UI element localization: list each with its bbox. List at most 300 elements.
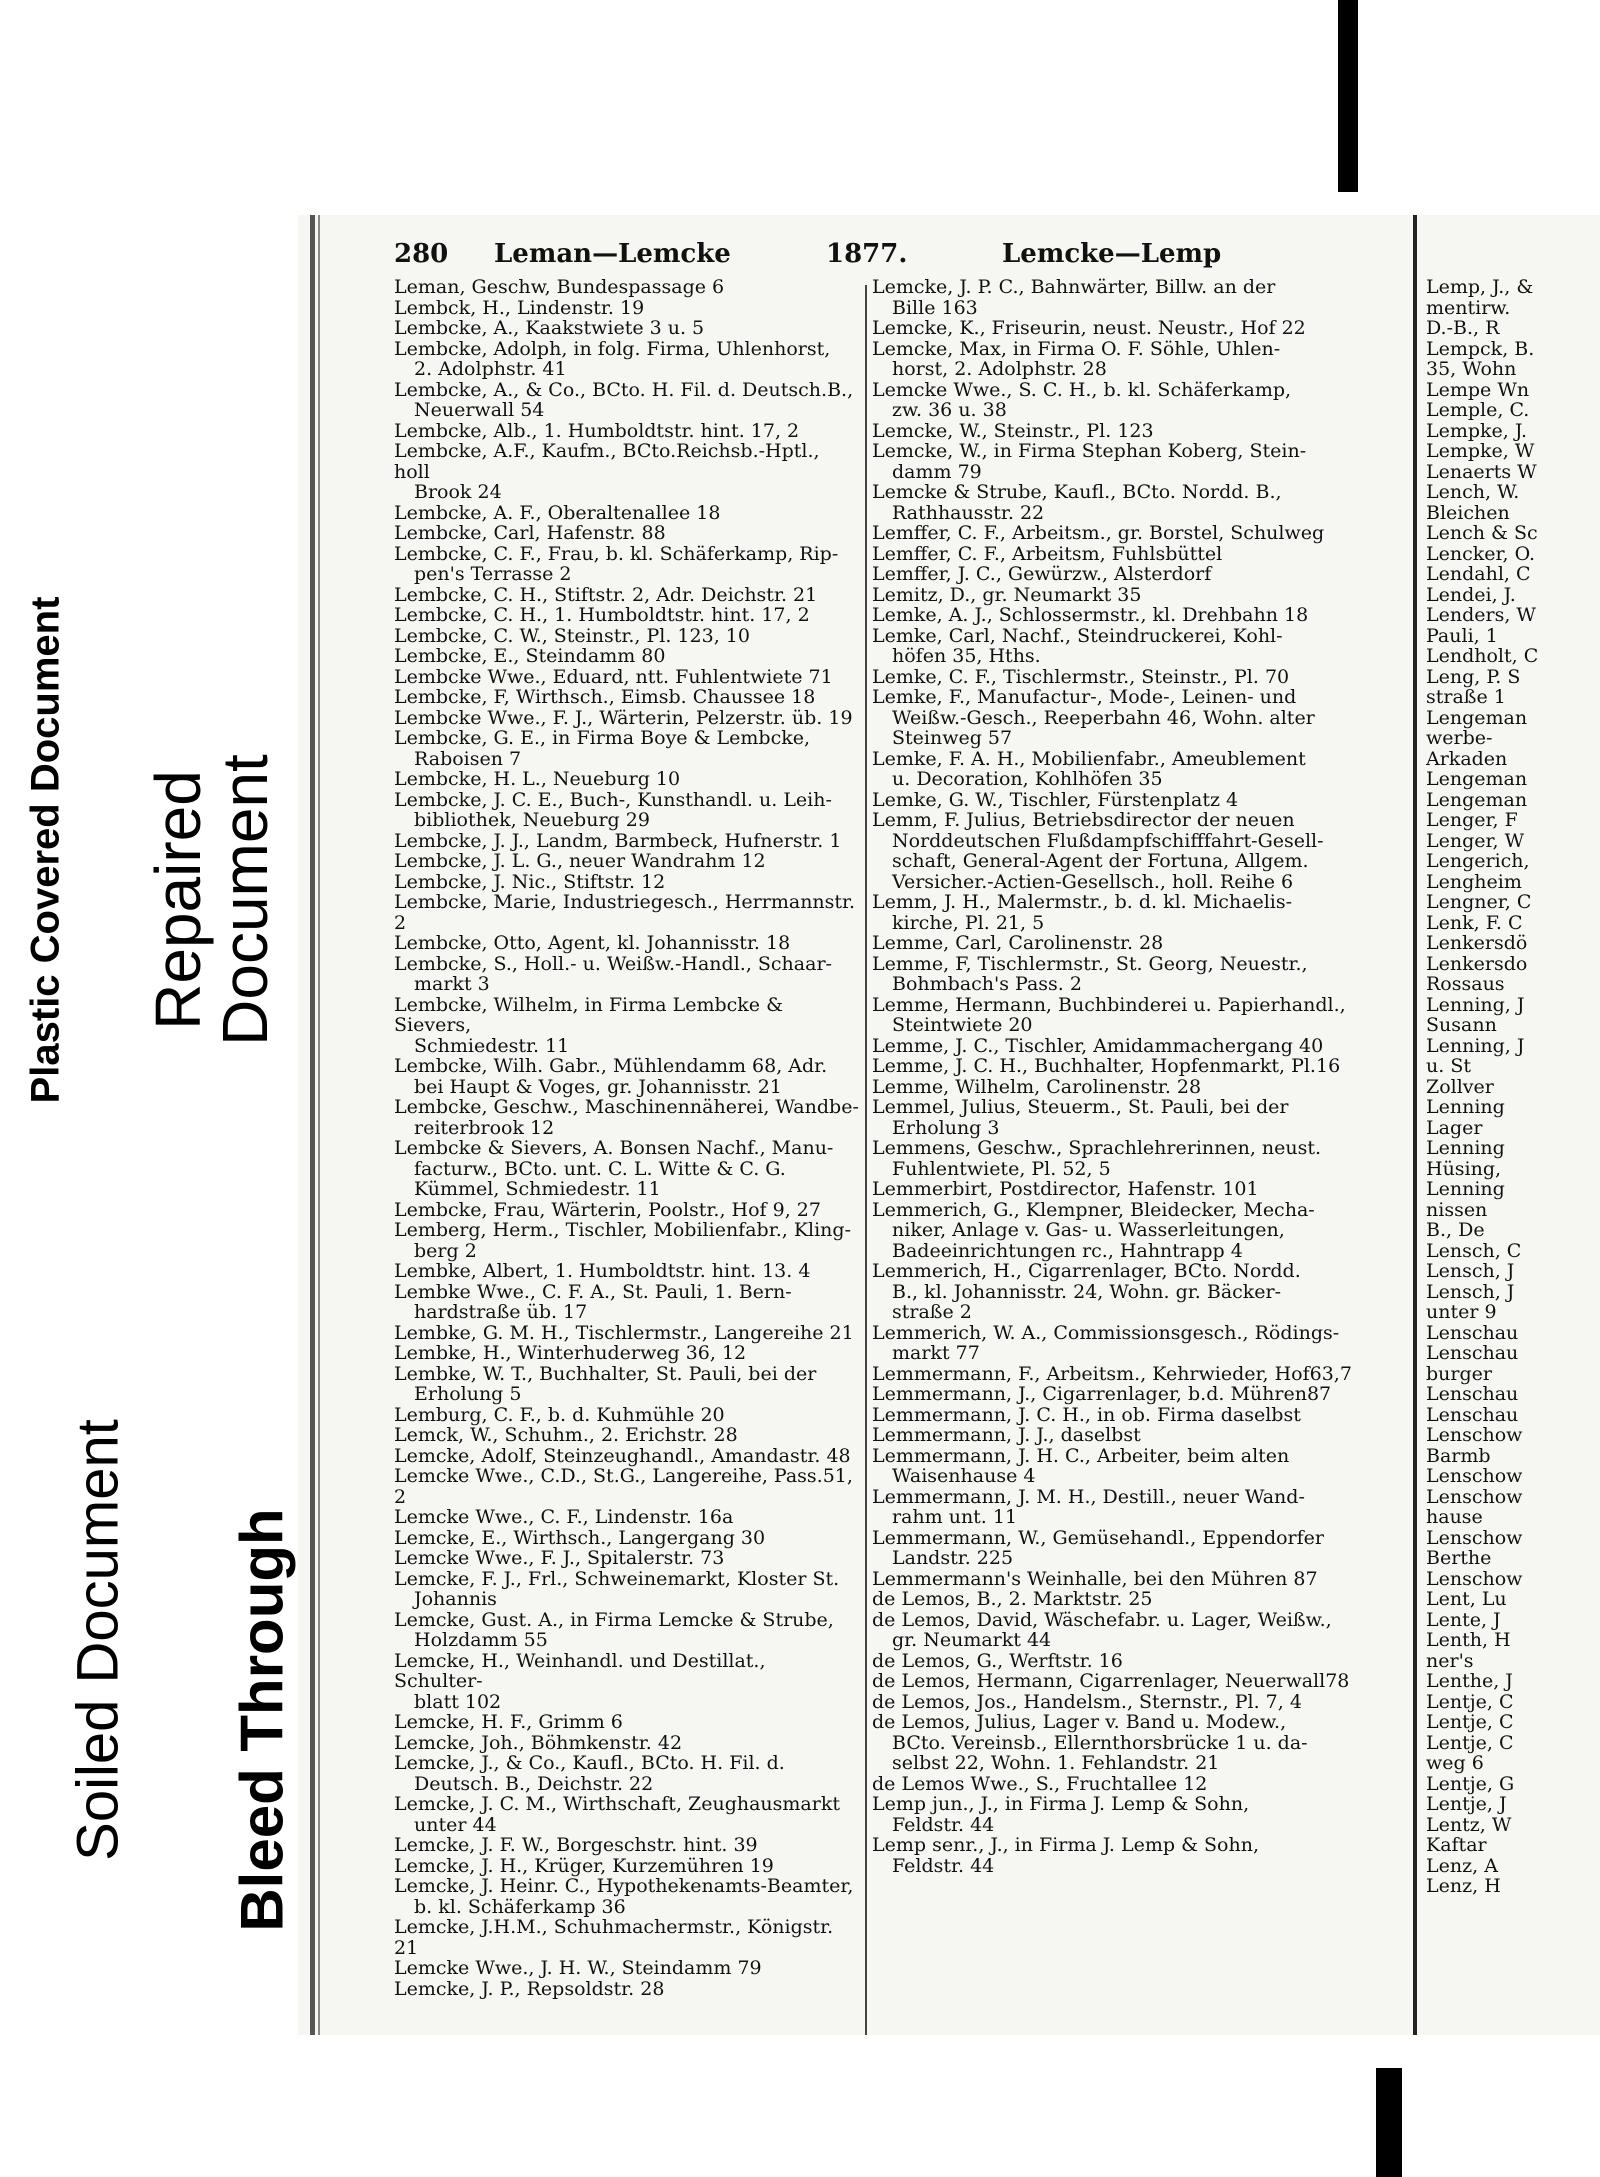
directory-entry <box>394 1282 860 1323</box>
entry-line: Lembcke, C. W., Steinstr., Pl. 123, 10 <box>394 624 750 647</box>
entry-line: Lembke Wwe., C. F. A., St. Pauli, 1. Bern- <box>394 1280 792 1303</box>
entry-continuation: markt 77 <box>892 1342 980 1364</box>
entry-line: Lembcke, Adolph, in folg. Firma, Uhlenhorst, <box>394 337 831 360</box>
repaired-label-line2: Document <box>209 754 281 1046</box>
directory-entry <box>394 441 860 503</box>
directory-entry <box>394 995 860 1057</box>
entry-continuation: Feldstr. 44 <box>892 1813 995 1836</box>
entry-line: Lemme, Carl, Carolinenstr. 28 <box>872 932 1164 954</box>
directory-entry <box>394 831 860 852</box>
entry-line: de Lemos, Jos., Handelsm., Sternstr., Pl. 7, 4 <box>872 1690 1302 1713</box>
entry-line: Lemm, J. H., Malermstr., b. d. kl. Michaelis- <box>872 891 1293 913</box>
cropped-entry-fragment: Arkaden <box>1426 747 1508 770</box>
entry-continuation: gr. Neumarkt 44 <box>892 1629 1052 1651</box>
cropped-entry-fragment: Lendei, J. <box>1426 583 1516 606</box>
cropped-entry-fragment: Lenschow <box>1426 1526 1523 1549</box>
directory-entry <box>394 503 860 524</box>
entry-line: Lemmermann, J. M. H., Destill., neuer Wand- <box>872 1485 1305 1508</box>
cropped-entry-fragment: Lenders, W <box>1426 604 1536 626</box>
entry-line: Lembcke, Frau, Wärterin, Poolstr., Hof 9, 27 <box>394 1198 821 1221</box>
cropped-entry-fragment: Lempck, B. <box>1426 337 1535 360</box>
directory-entry <box>872 1446 1396 1487</box>
entry-line: de Lemos, G., Werftstr. 16 <box>872 1649 1123 1672</box>
cropped-entry-fragment: Zollver <box>1426 1075 1494 1098</box>
cropped-entry-fragment: Lager <box>1426 1116 1483 1139</box>
cropped-entry-fragment: Lentje, C <box>1426 1731 1514 1754</box>
entry-line: Lemmerbirt, Postdirector, Hafenstr. 101 <box>872 1178 1259 1200</box>
entry-line: Lembcke, Otto, Agent, kl. Johannisstr. 18 <box>394 932 791 954</box>
entry-continuation: Steintwiete 20 <box>892 1014 1033 1036</box>
entry-continuation: u. Decoration, Kohlhöfen 35 <box>892 768 1163 790</box>
entry-continuation: Raboisen 7 <box>414 747 522 770</box>
directory-entry <box>394 1733 860 1754</box>
cropped-entry-fragment: Lenschau <box>1426 1403 1519 1426</box>
entry-line: Lemcke Wwe., J. H. W., Steindamm 79 <box>394 1957 762 1979</box>
cropped-entry-fragment: Lendahl, C <box>1426 563 1531 585</box>
entry-continuation: Holzdamm 55 <box>414 1629 548 1651</box>
entry-line: Lemcke, W., in Firma Stephan Koberg, Stein- <box>872 440 1307 462</box>
cropped-entry-fragment: u. St <box>1426 1055 1471 1077</box>
entry-line: Lemcke, J. P. C., Bahnwärter, Billw. an der <box>872 276 1276 298</box>
directory-entry <box>872 277 1396 318</box>
entry-line: Lembke, W. T., Buchhalter, St. Pauli, bei der <box>394 1362 817 1385</box>
directory-entry <box>872 1138 1396 1179</box>
directory-entry <box>394 1056 860 1097</box>
entry-line: Lemmermann, J. C. H., in ob. Firma daselbst <box>872 1403 1301 1426</box>
page-gutter <box>1413 215 1417 2035</box>
entry-line: Lembke, G. M. H., Tischlermstr., Langereihe 21 <box>394 1321 854 1344</box>
entry-line: Lemffer, C. F., Arbeitsm., gr. Borstel, Schulweg <box>872 522 1325 544</box>
entry-line: Lembcke, A., & Co., BCto. H. Fil. d. Deutsch.B., <box>394 378 854 401</box>
directory-entry <box>394 1220 860 1261</box>
directory-entry <box>872 380 1396 421</box>
directory-entry <box>394 1528 860 1549</box>
directory-entry <box>872 1077 1396 1098</box>
entry-continuation: rahm unt. 11 <box>892 1506 1018 1528</box>
directory-entry <box>394 1323 860 1344</box>
entry-continuation: Deutsch. B., Deichstr. 22 <box>414 1772 654 1795</box>
cropped-entry-fragment: Lentje, G <box>1426 1772 1515 1795</box>
entry-line: Lemm, F. Julius, Betriebsdirector der neuen <box>872 809 1295 831</box>
entry-line: de Lemos Wwe., S., Fruchtallee 12 <box>872 1772 1208 1795</box>
cropped-entry-fragment: Lenning, J <box>1426 993 1525 1016</box>
directory-entry <box>394 1138 860 1200</box>
entry-continuation: markt 3 <box>414 973 490 995</box>
directory-entry <box>872 1384 1396 1405</box>
cropped-entry-fragment: hause <box>1426 1506 1483 1528</box>
directory-entry <box>394 1343 860 1364</box>
directory-entry <box>394 1917 860 1958</box>
top-black-bar <box>1338 0 1358 192</box>
cropped-entry-fragment: Bleichen <box>1426 501 1510 524</box>
header-left-range: Leman—Lemcke <box>494 239 731 269</box>
cropped-entry-fragment: Lench, W. <box>1426 481 1520 503</box>
entry-continuation: blatt 102 <box>414 1690 502 1713</box>
cropped-entry-fragment: Leng, P. S <box>1426 665 1521 688</box>
cropped-entry-fragment: Lenkersdö <box>1426 932 1528 954</box>
soiled-document-label: Soiled Document <box>65 1419 131 1861</box>
cropped-entry-fragment: Berthe <box>1426 1547 1492 1569</box>
directory-entry <box>872 810 1396 892</box>
entry-line: Lemke, C. F., Tischlermstr., Steinstr., Pl. 70 <box>872 665 1290 688</box>
entry-line: Lemcke, J. H., Krüger, Kurzemühren 19 <box>394 1854 774 1877</box>
cropped-entry-fragment: ner's <box>1426 1649 1474 1672</box>
directory-entry <box>872 1589 1396 1610</box>
directory-entry <box>394 421 860 442</box>
cropped-entry-fragment: Lensch, J <box>1426 1260 1515 1282</box>
cropped-entry-fragment: Lempke, W <box>1426 440 1535 462</box>
directory-entry <box>394 1651 860 1713</box>
cropped-entry-fragment: Lenaerts W <box>1426 460 1537 483</box>
cropped-entry-fragment: Lenschau <box>1426 1342 1519 1364</box>
directory-entry <box>394 1794 860 1835</box>
entry-continuation: hardstraße üb. 17 <box>414 1301 588 1323</box>
entry-line: de Lemos, Hermann, Cigarrenlager, Neuerwall78 <box>872 1670 1350 1692</box>
entry-line: Lembcke, E., Steindamm 80 <box>394 645 666 667</box>
cropped-entry-fragment: Lenschow <box>1426 1465 1523 1487</box>
directory-entry <box>872 1794 1396 1835</box>
directory-entry <box>872 1528 1396 1569</box>
directory-entry <box>872 1569 1396 1590</box>
directory-entry <box>872 482 1396 523</box>
directory-entry <box>872 318 1396 339</box>
cropped-entry-fragment: Lentje, C <box>1426 1711 1514 1733</box>
plastic-covered-label: Plastic Covered Document <box>23 596 68 1104</box>
directory-entry <box>394 1569 860 1610</box>
directory-entry <box>872 790 1396 811</box>
entry-line: Lembcke, C. H., Stiftstr. 2, Adr. Deichstr. 21 <box>394 583 818 606</box>
entry-line: Lemke, G. W., Tischler, Fürstenplatz 4 <box>872 788 1239 811</box>
entry-line: Lemmerich, H., Cigarrenlager, BCto. Nordd. <box>872 1260 1301 1282</box>
entry-line: Lemcke, H., Weinhandl. und Destillat., Schulter- <box>394 1649 766 1692</box>
directory-entry <box>872 1712 1396 1774</box>
directory-entry <box>394 585 860 606</box>
entry-line: Lemberg, Herm., Tischler, Mobilienfabr., Kling- <box>394 1219 851 1241</box>
entry-continuation: Kümmel, Schmiedestr. 11 <box>414 1178 661 1200</box>
cropped-entry-fragment: burger <box>1426 1362 1492 1385</box>
directory-entry <box>394 851 860 872</box>
entry-line: Lembcke, H. L., Neueburg 10 <box>394 768 681 790</box>
directory-column-cropped <box>1426 277 1600 1897</box>
entry-line: Lemcke, J. Heinr. C., Hypothekenamts-Beamter, <box>394 1875 854 1897</box>
directory-entry <box>394 1261 860 1282</box>
entry-line: Lemcke, Adolf, Steinzeughandl., Amandastr. 48 <box>394 1444 851 1467</box>
cropped-entry-fragment: Lenschau <box>1426 1383 1519 1405</box>
cropped-entry-fragment: Lemp, J., & <box>1426 277 1534 298</box>
directory-entry <box>394 687 860 708</box>
directory-entry <box>872 933 1396 954</box>
directory-entry <box>872 1056 1396 1077</box>
bottom-black-bar <box>1376 2068 1402 2177</box>
page-number: 280 <box>394 239 449 269</box>
entry-continuation: niker, Anlage v. Gas- u. Wasserleitungen, <box>892 1219 1285 1241</box>
entry-line: Lembcke, J. J., Landm, Barmbeck, Hufnerstr. 1 <box>394 829 842 852</box>
directory-entry <box>872 1835 1396 1876</box>
entry-line: Lemcke, Gust. A., in Firma Lemcke & Strube, <box>394 1608 834 1631</box>
directory-entry <box>872 441 1396 482</box>
directory-entry <box>394 1753 860 1794</box>
cropped-entry-fragment: Lenk, F. C <box>1426 911 1523 934</box>
directory-entry <box>394 380 860 421</box>
entry-line: Lembcke, F, Wirthsch., Eimsb. Chaussee 18 <box>394 686 816 708</box>
entry-continuation: Fuhlentwiete, Pl. 52, 5 <box>892 1157 1111 1180</box>
directory-entry <box>872 954 1396 995</box>
entry-line: Lembcke, Alb., 1. Humboldtstr. hint. 17, 2 <box>394 419 800 442</box>
directory-entry <box>872 1425 1396 1446</box>
entry-continuation: b. kl. Schäferkamp 36 <box>414 1895 626 1918</box>
page-edge-line-inner <box>318 215 320 2035</box>
cropped-entry-fragment: Lentje, J <box>1426 1793 1507 1815</box>
entry-line: Lemck, W., Schuhm., 2. Erichstr. 28 <box>394 1424 738 1446</box>
entry-line: Lemcke, J. C. M., Wirthschaft, Zeughausmarkt <box>394 1793 840 1815</box>
entry-continuation: Landstr. 225 <box>892 1547 1014 1569</box>
entry-line: Lemme, Wilhelm, Carolinenstr. 28 <box>872 1075 1202 1098</box>
entry-line: Lemcke, J.H.M., Schuhmachermstr., Königstr. 21 <box>394 1916 834 1959</box>
entry-line: Lembcke, Marie, Industriegesch., Herrmannstr. 2 <box>394 891 856 934</box>
cropped-entry-fragment: Lenschow <box>1426 1567 1523 1590</box>
entry-line: Lemmermann, J., Cigarrenlager, b.d. Mühren87 <box>872 1383 1332 1405</box>
entry-line: Lemffer, J. C., Gewürzw., Alsterdorf <box>872 563 1212 585</box>
directory-entry <box>394 298 860 319</box>
entry-continuation: Neuerwall 54 <box>414 399 545 421</box>
entry-line: de Lemos, Julius, Lager v. Band u. Modew., <box>872 1711 1287 1733</box>
entry-line: Lemcke, E., Wirthsch., Langergang 30 <box>394 1526 766 1549</box>
scanned-page <box>298 215 1600 2035</box>
entry-continuation: höfen 35, Hths. <box>892 645 1041 667</box>
entry-line: Lemme, F, Tischlermstr., St. Georg, Neuestr., <box>872 952 1308 975</box>
directory-entry <box>872 605 1396 626</box>
cropped-entry-fragment: mentirw. <box>1426 296 1511 319</box>
entry-line: Lemke, F., Manufactur-, Mode-, Leinen- und <box>872 686 1297 708</box>
directory-entry <box>394 1425 860 1446</box>
cropped-entry-fragment: werbe- <box>1426 727 1493 749</box>
directory-entry <box>394 277 860 298</box>
entry-line: Lembke, H., Winterhuderweg 36, 12 <box>394 1342 747 1364</box>
directory-entry <box>394 605 860 626</box>
entry-line: Lembcke, Wilh. Gabr., Mühlendamm 68, Adr. <box>394 1055 828 1077</box>
entry-line: Lemcke & Strube, Kaufl., BCto. Nordd. B., <box>872 481 1282 503</box>
entry-line: Leman, Geschw, Bundespassage 6 <box>394 276 725 298</box>
header-year: 1877. <box>826 239 908 269</box>
directory-entry <box>394 954 860 995</box>
entry-continuation: Badeeinrichtungen rc., Hahntrapp 4 <box>892 1239 1243 1262</box>
entry-line: Lembcke, J. Nic., Stiftstr. 12 <box>394 870 666 893</box>
entry-continuation: Johannis <box>414 1588 497 1610</box>
directory-entry <box>394 728 860 769</box>
entry-line: Lembcke, A. F., Oberaltenallee 18 <box>394 501 721 524</box>
cropped-entry-fragment: Lenning <box>1426 1137 1505 1159</box>
entry-line: Lembcke, G. E., in Firma Boye & Lembcke, <box>394 727 811 749</box>
cropped-entry-fragment: Lench & Sc <box>1426 522 1538 544</box>
cropped-entry-fragment: Lengeman <box>1426 706 1528 729</box>
directory-entry <box>394 544 860 585</box>
directory-entry <box>872 1774 1396 1795</box>
entry-line: Lemcke, J., & Co., Kaufl., BCto. H. Fil. d. <box>394 1752 785 1774</box>
entry-continuation: reiterbrook 12 <box>414 1116 555 1139</box>
entry-line: Lemmermann, F., Arbeitsm., Kehrwieder, Hof63,7 <box>872 1362 1352 1385</box>
directory-entry <box>872 585 1396 606</box>
directory-entry <box>872 1405 1396 1426</box>
entry-line: Lemme, Hermann, Buchbinderei u. Papierhandl., <box>872 993 1346 1016</box>
cropped-entry-fragment: D.-B., R <box>1426 317 1500 339</box>
directory-entry <box>872 339 1396 380</box>
entry-line: Lembcke, C. F., Frau, b. kl. Schäferkamp, Rip- <box>394 542 839 565</box>
entry-line: Lemmermann's Weinhalle, bei den Mühren 87 <box>872 1567 1318 1590</box>
directory-entry <box>872 1610 1396 1651</box>
column-separator <box>865 285 867 2035</box>
directory-entry <box>394 1712 860 1733</box>
entry-continuation: 2. Adolphstr. 41 <box>414 358 567 380</box>
cropped-entry-fragment: Lempke, J. <box>1426 419 1528 442</box>
cropped-entry-fragment: Lenning, J <box>1426 1034 1525 1057</box>
cropped-entry-fragment: Lenz, H <box>1426 1875 1501 1897</box>
cropped-entry-fragment: Lenthe, J <box>1426 1670 1513 1692</box>
entry-line: Lembcke, A., Kaakstwiete 3 u. 5 <box>394 317 705 339</box>
running-head <box>394 239 1394 279</box>
entry-line: Lemcke, H. F., Grimm 6 <box>394 1711 623 1733</box>
cropped-entry-fragment: Lenger, W <box>1426 829 1525 852</box>
entry-line: Lemmermann, J. J., daselbst <box>872 1424 1141 1446</box>
entry-line: Lembcke, Geschw., Maschinennäherei, Wandbe- <box>394 1096 859 1118</box>
directory-entry <box>872 626 1396 667</box>
directory-entry <box>872 544 1396 565</box>
cropped-entry-fragment: Lemple, C. <box>1426 399 1530 421</box>
cropped-entry-fragment: Lenning <box>1426 1178 1505 1200</box>
cropped-entry-fragment: Lenning <box>1426 1096 1505 1118</box>
entry-line: Lemcke, J. P., Repsoldstr. 28 <box>394 1977 665 2000</box>
entry-line: Lemcke Wwe., F. J., Spitalerstr. 73 <box>394 1547 725 1569</box>
entry-line: Lemcke Wwe., C. F., Lindenstr. 16a <box>394 1506 734 1528</box>
entry-continuation: facturw., BCto. unt. C. L. Witte & C. G. <box>414 1157 786 1180</box>
directory-entry <box>394 1876 860 1917</box>
entry-line: Lemcke, J. F. W., Borgeschstr. hint. 39 <box>394 1834 758 1856</box>
directory-entry <box>872 1097 1396 1138</box>
cropped-entry-fragment: unter 9 <box>1426 1301 1497 1323</box>
cropped-entry-fragment: Lentje, C <box>1426 1690 1514 1713</box>
entry-continuation: bei Haupt & Voges, gr. Johannisstr. 21 <box>414 1075 782 1098</box>
entry-line: Lembcke, J. L. G., neuer Wandrahm 12 <box>394 850 766 872</box>
entry-line: Lemitz, D., gr. Neumarkt 35 <box>872 583 1142 606</box>
entry-continuation: Erholung 5 <box>414 1383 522 1405</box>
directory-entry <box>872 687 1396 749</box>
cropped-entry-fragment: Lengheim <box>1426 870 1522 893</box>
directory-entry <box>394 708 860 729</box>
cropped-entry-fragment: 35, Wohn <box>1426 358 1517 380</box>
entry-line: Lembcke & Sievers, A. Bonsen Nachf., Manu- <box>394 1137 834 1159</box>
entry-continuation: Waisenhause 4 <box>892 1465 1036 1487</box>
cropped-entry-fragment: Hüsing, <box>1426 1157 1502 1180</box>
entry-continuation: Bohmbach's Pass. 2 <box>892 973 1082 995</box>
cropped-entry-fragment: Lengeman <box>1426 788 1528 811</box>
entry-continuation: Erholung 3 <box>892 1116 1000 1139</box>
directory-entry <box>394 769 860 790</box>
entry-line: Lemmerich, W. A., Commissionsgesch., Rödings- <box>872 1321 1340 1344</box>
entry-continuation: pen's Terrasse 2 <box>414 563 572 585</box>
entry-line: Lemcke, K., Friseurin, neust. Neustr., Hof 22 <box>872 317 1306 339</box>
directory-entry <box>394 1507 860 1528</box>
directory-entry <box>394 1364 860 1405</box>
entry-line: Lembcke, S., Holl.- u. Weißw.-Handl., Schaar- <box>394 952 832 975</box>
repaired-label-line1: Repaired <box>141 770 214 1030</box>
cropped-entry-fragment: Lensch, J <box>1426 1280 1515 1303</box>
cropped-entry-fragment: Lengeman <box>1426 768 1528 790</box>
directory-entry <box>872 1200 1396 1262</box>
entry-continuation: Brook 24 <box>414 481 502 503</box>
cropped-entry-fragment: Susann <box>1426 1014 1497 1036</box>
cropped-entry-fragment: Lenkersdo <box>1426 952 1528 975</box>
entry-line: Lemke, A. J., Schlossermstr., kl. Drehbahn 18 <box>872 604 1309 626</box>
entry-line: Lemmermann, J. H. C., Arbeiter, beim alten <box>872 1444 1290 1467</box>
page-edge-line <box>310 215 315 2035</box>
entry-line: Lemme, J. C. H., Buchhalter, Hopfenmarkt, Pl.16 <box>872 1055 1341 1077</box>
entry-line: Lembcke, Carl, Hafenstr. 88 <box>394 522 666 544</box>
entry-continuation: BCto. Vereinsb., Ellernthorsbrücke 1 u. da- <box>892 1731 1308 1754</box>
cropped-entry-fragment: Lensch, C <box>1426 1239 1522 1262</box>
directory-entry <box>394 933 860 954</box>
directory-entry <box>394 523 860 544</box>
cropped-entry-fragment: Rossaus <box>1426 973 1505 995</box>
cropped-entry-fragment: Kaftar <box>1426 1834 1487 1856</box>
directory-entry <box>394 1958 860 1979</box>
directory-entry <box>872 1179 1396 1200</box>
directory-entry <box>394 339 860 380</box>
entry-line: Lembcke, A.F., Kaufm., BCto.Reichsb.-Hptl., holl <box>394 440 820 483</box>
entry-continuation: kirche, Pl. 21, 5 <box>892 911 1045 934</box>
cropped-entry-fragment: Lentz, W <box>1426 1813 1512 1836</box>
directory-entry <box>872 667 1396 688</box>
entry-continuation: Versicher.-Actien-Gesellsch., holl. Reihe 6 <box>892 870 1294 893</box>
cropped-entry-fragment: Barmb <box>1426 1444 1491 1467</box>
entry-continuation: damm 79 <box>892 460 982 483</box>
directory-entry <box>394 1835 860 1856</box>
cropped-entry-fragment: Lenschow <box>1426 1424 1523 1446</box>
entry-continuation: Schmiedestr. 11 <box>414 1034 570 1057</box>
cropped-entry-fragment: Lenth, H <box>1426 1629 1511 1651</box>
entry-continuation: selbst 22, Wohn. 1. Fehlandstr. 21 <box>892 1752 1220 1774</box>
entry-line: Lembcke, C. H., 1. Humboldtstr. hint. 17, 2 <box>394 604 810 626</box>
directory-entry <box>394 1979 860 2000</box>
entry-line: Lembcke, J. C. E., Buch-, Kunsthandl. u. Leih- <box>394 788 832 811</box>
cropped-entry-fragment: Lenger, F <box>1426 809 1518 831</box>
entry-line: Lemmermann, W., Gemüsehandl., Eppendorfer <box>872 1526 1324 1549</box>
directory-entry <box>872 564 1396 585</box>
cropped-entry-fragment: Lenschau <box>1426 1321 1519 1344</box>
cropped-entry-fragment: weg 6 <box>1426 1752 1484 1774</box>
entry-line: Lemmel, Julius, Steuerm., St. Pauli, bei der <box>872 1096 1289 1118</box>
directory-entry <box>394 318 860 339</box>
directory-entry <box>394 1200 860 1221</box>
directory-entry <box>394 1856 860 1877</box>
entry-continuation: Norddeutschen Flußdampfschifffahrt-Gesell- <box>892 829 1324 852</box>
entry-line: Lemffer, C. F., Arbeitsm, Fuhlsbüttel <box>872 542 1223 565</box>
entry-continuation: Feldstr. 44 <box>892 1854 995 1877</box>
directory-entry <box>394 626 860 647</box>
cropped-entry-fragment: nissen <box>1426 1198 1488 1221</box>
directory-column-left <box>394 277 860 1999</box>
header-right-range: Lemcke—Lemp <box>1002 239 1222 269</box>
repaired-document-label <box>141 754 281 1046</box>
directory-entry <box>872 1364 1396 1385</box>
directory-entry <box>872 1261 1396 1323</box>
entry-continuation: Bille 163 <box>892 296 978 319</box>
entry-line: de Lemos, B., 2. Marktstr. 25 <box>872 1588 1153 1610</box>
cropped-entry-fragment: Lenschow <box>1426 1485 1523 1508</box>
directory-entry <box>394 1097 860 1138</box>
directory-entry <box>872 749 1396 790</box>
entry-continuation: B., kl. Johannisstr. 24, Wohn. gr. Bäcker- <box>892 1280 1282 1303</box>
cropped-entry-fragment: Lencker, O. <box>1426 542 1536 565</box>
entry-continuation: straße 2 <box>892 1301 972 1323</box>
